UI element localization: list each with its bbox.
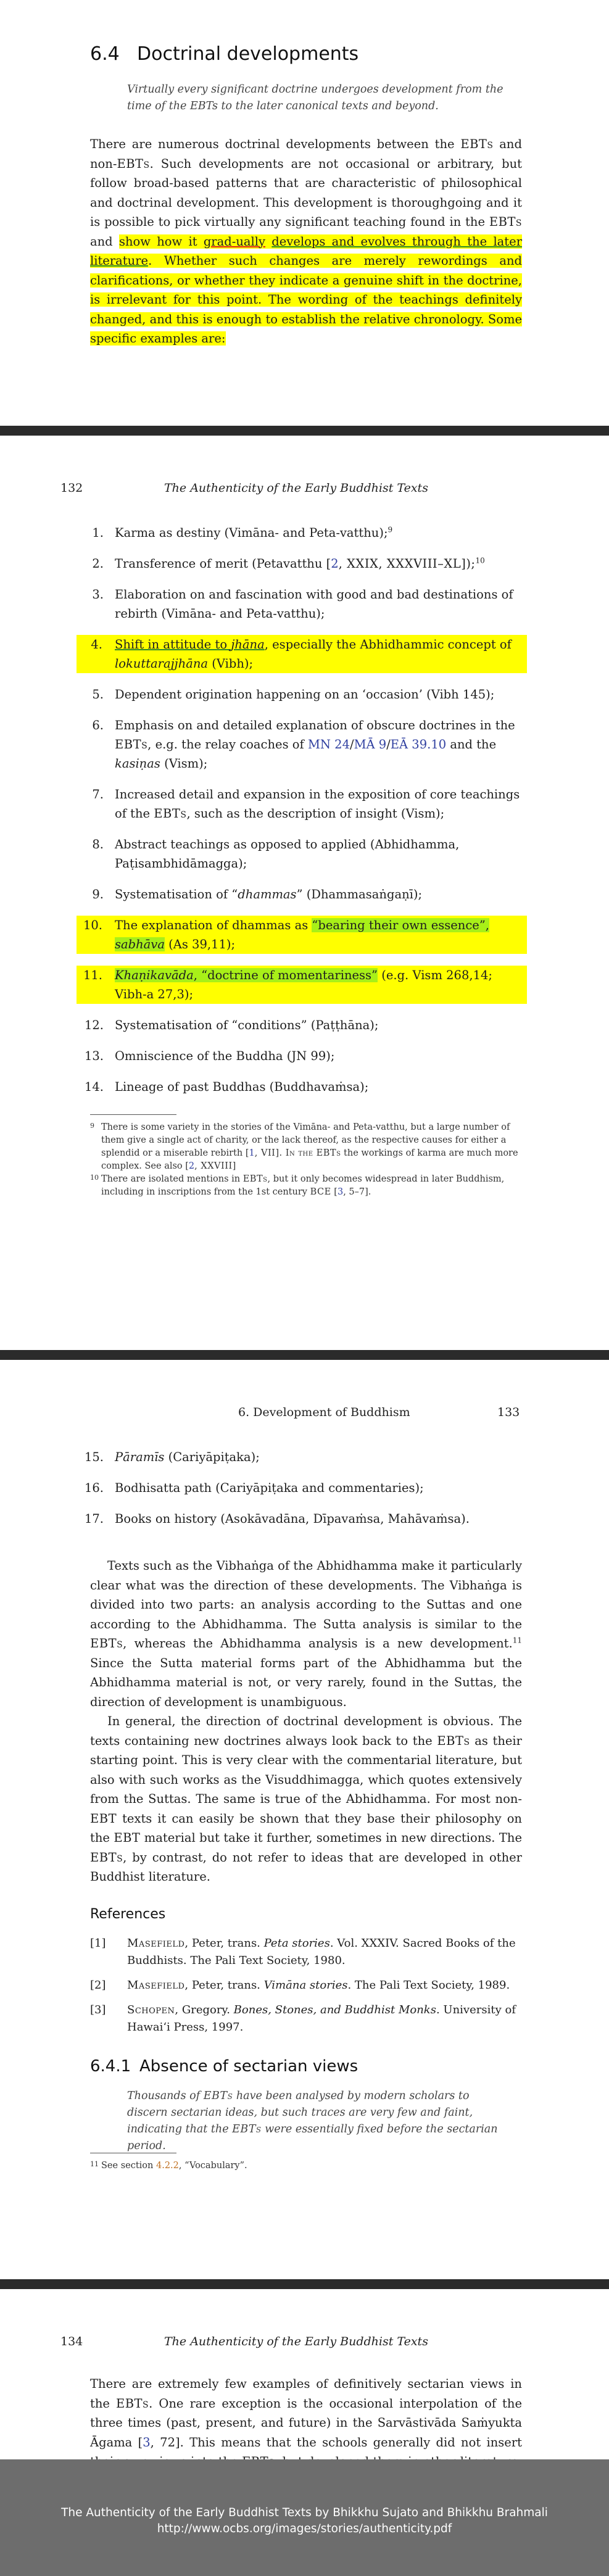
page-3 [0, 1360, 609, 2279]
page-number: 132 [60, 481, 83, 495]
footer-title: The Authenticity of the Early Buddhist Texts by Bhikkhu Sujato and Bhikkhu Brahmali [61, 2506, 548, 2519]
citation-link[interactable]: 2 [188, 1161, 195, 1171]
list-item-highlighted: 10. The explanation of dhammas as “bearing their own essence”, sabhāva (As 39,11); [77, 916, 527, 954]
page-separator [0, 426, 609, 436]
page-separator [0, 2279, 609, 2289]
list-item: 16. Bodhisatta path (Cariyāpiṭaka and commentaries); [84, 1481, 424, 1495]
section-number: 6.4 [90, 43, 120, 65]
references-heading: References [90, 1907, 166, 1922]
list-item: 15. Pāramīs (Cariyāpiṭaka); [84, 1450, 260, 1464]
references-list [90, 1935, 522, 2044]
list-item: 7. Increased detail and expansion in the exposition of core teachings of the EBTs, such as the description of insight (Vism); [92, 787, 520, 821]
list-item: 2. Transference of merit (Petavatthu [2, XXIX, XXXVIII–XL]);$^{10}$ [92, 556, 485, 571]
paragraph: Texts such as the Vibhaṅga of the Abhidhamma make it particularly clear what was the direction of these developments. The Vibhaṅga is divided into two parts: an analysis according to the Suttas and one according to the Abhidhamma. The Sutta analysis is similar to the EBTs, whereas the Abhidhamma analysis is a new development.$^{11}$ Since the Sutta material forms part of the Abhidhamma but the Abhidhamma material is not, or very rarely, found in the Suttas, the direction of development is unambiguous. [90, 1559, 522, 1709]
section-link[interactable]: 4.2.2 [156, 2161, 179, 2171]
epigraph: Thousands of EBTs have been analysed by modern scholars to discern sectarian ideas, but such traces are very few and faint, indicating that the EBTs were essentially fixed before the sectarian period. [127, 2090, 498, 2152]
list-item: 9. Systematisation of “dhammas” (Dhammasaṅgaṇī); [92, 887, 423, 901]
paragraph: In general, the direction of doctrinal development is obvious. The texts containing new doctrines always look back to the EBTs as their starting point. This is very clear with the commentarial literature, but also with such works as the Visuddhimagga, which quotes extensively from the Suttas. The same is true of the Abhidhamma. For most non-EBT texts it can easily be shown that they base their philosophy on the EBT material but take it further, sometimes in new directions. The EBTs, by contrast, do not refer to ideas that are developed in other Buddhist literature. [90, 1714, 522, 1884]
running-title: The Authenticity of the Early Buddhist Texts [164, 2335, 428, 2348]
sutta-link-mn24[interactable]: MN 24 [307, 737, 350, 752]
list-item: 1. Karma as destiny (Vimāna- and Peta-vatthu);$^9$ [92, 525, 393, 540]
list-item: 14. Lineage of past Buddhas (Buddhavaṁsa); [84, 1080, 369, 1094]
page-1 [0, 0, 609, 426]
citation-link[interactable]: 3 [337, 1187, 344, 1197]
citation-link[interactable]: 1 [249, 1148, 255, 1158]
citation-link[interactable]: 3 [143, 2435, 151, 2450]
footnote-rule [90, 1114, 176, 1115]
footer-url[interactable]: http://www.ocbs.org/images/stories/authenticity.pdf [157, 2522, 452, 2535]
list-item: 17. Books on history (Asokāvadāna, Dīpavaṁsa, Mahāvaṁsa). [84, 1512, 470, 1526]
page-2 [0, 436, 609, 1350]
intro-paragraph: There are numerous doctrinal developments between the EBTs and non-EBTs. Such developments are not occasional or arbitrary, but follow broad-based patterns that are characteristic of philosophical and doctrinal development. This development is thoroughgoing and it is possible to pick virtually any significant teaching found in the EBTs and show how it grad-ually develops and evolves through the later literature. Whether such changes are merely rewordings and clarifications, or whether they indicate a genuine shift in the doctrine, is irrelevant for this point. The wording of the teachings definitely changed, and this is enough to establish the relative chronology. Some specific examples are: [90, 137, 523, 346]
source-footer [0, 2459, 609, 2576]
subsection-title: Absence of sectarian views [139, 2057, 358, 2076]
body-paragraphs [90, 1556, 522, 1887]
list-item: 6. Emphasis on and detailed explanation of obscure doctrines in the EBTs, e.g. the relay coaches of MN 24/MĀ 9/EĀ 39.10 and the kasiṇas (Vism); [92, 718, 515, 771]
paragraph: There are extremely few examples of definitively sectarian views in the EBTs. One rare exception is the occasional interpolation of the three times (past, present, and future) in the Sarvāstivāda Saṁyukta Āgama [3, 72]. This means that the schools generally did not insert [90, 2374, 522, 2491]
examples-list [83, 523, 522, 1096]
list-item: 8. Abstract teachings as opposed to applied (Abhidhamma, Paṭisambhidāmagga); [92, 837, 460, 871]
running-title: The Authenticity of the Early Buddhist Texts [164, 481, 428, 495]
footnote-10: 10 There are isolated mentions in EBTs, but it only becomes widespread in later Buddhism, including in inscriptions from the 1st century BCE [3, 5–7]. [90, 1174, 505, 1197]
list-item: 3. Elaboration on and fascination with good and bad destinations of rebirth (Vimāna- and Peta-vatthu); [92, 587, 513, 621]
page-number: 134 [60, 2335, 83, 2348]
section-heading [90, 43, 522, 65]
subsection-heading [90, 2057, 522, 2076]
highlight-1: show how it grad-ually develops and evolves through the later literature [90, 234, 523, 268]
reference-item: [2] Masefield, Peter, trans. Vimāna stories. The Pali Text Society, 1989. [90, 1979, 510, 1992]
highlight-2: . Whether such changes are merely rewordings and clarifications, or whether they indicate a genuine shift in the doctrine, is irrelevant for this point. The wording of the teachings definitely changed, and this is enough to establish the relative chronology. Some specific examples are: [90, 254, 522, 346]
running-title: 6. Development of Buddhism [238, 1406, 410, 1419]
citation-link[interactable]: 2 [331, 557, 339, 571]
sutta-link-ma9[interactable]: MĀ 9 [354, 737, 387, 752]
reference-item: [1] Masefield, Peter, trans. Peta stories. Vol. XXXIV. Sacred Books of the Buddhists. The Pali Text Society, 1980. [90, 1937, 516, 1967]
page-separator [0, 1350, 609, 1360]
reference-item: [3] Schopen, Gregory. Bones, Stones, and Buddhist Monks. University of Hawai‘i Press, 1997. [90, 2003, 516, 2034]
page-number: 133 [497, 1406, 520, 1419]
list-item-highlighted: 11. Khaṇikavāda, “doctrine of momentariness” (e.g. Vism 268,14; Vibh-a 27,3); [77, 966, 527, 1004]
examples-list-continued [84, 1447, 522, 1528]
sutta-link-ea39[interactable]: EĀ 39.10 [390, 737, 447, 752]
footnote-11: 11 See section 4.2.2, “Vocabulary”. [90, 2160, 247, 2171]
list-item-highlighted: 4. Shift in attitude to jhāna, especially the Abhidhammic concept of lokuttarajjhāna (Vibh); [77, 635, 527, 673]
epigraph: Virtually every significant doctrine undergoes development from the time of the EBTs to the later canonical texts and beyond. [127, 83, 503, 112]
subsection-number: 6.4.1 [90, 2057, 131, 2076]
list-item: 5. Dependent origination happening on an ‘occasion’ (Vibh 145); [92, 687, 495, 702]
footnote-9: 9 There is some variety in the stories of the Vimāna- and Peta-vatthu, but a large number of them give a single act of charity, or the lack thereof, as the respective causes for either a splendid or a miserable rebirth [1, VII]. In the EBTs the workings of karma are much more complex. See also [2, XXVIII] [90, 1122, 518, 1171]
list-item: 12. Systematisation of “conditions” (Paṭṭhāna); [84, 1018, 379, 1032]
list-item: 13. Omniscience of the Buddha (JN 99); [84, 1049, 335, 1063]
section-title: Doctrinal developments [137, 43, 359, 65]
